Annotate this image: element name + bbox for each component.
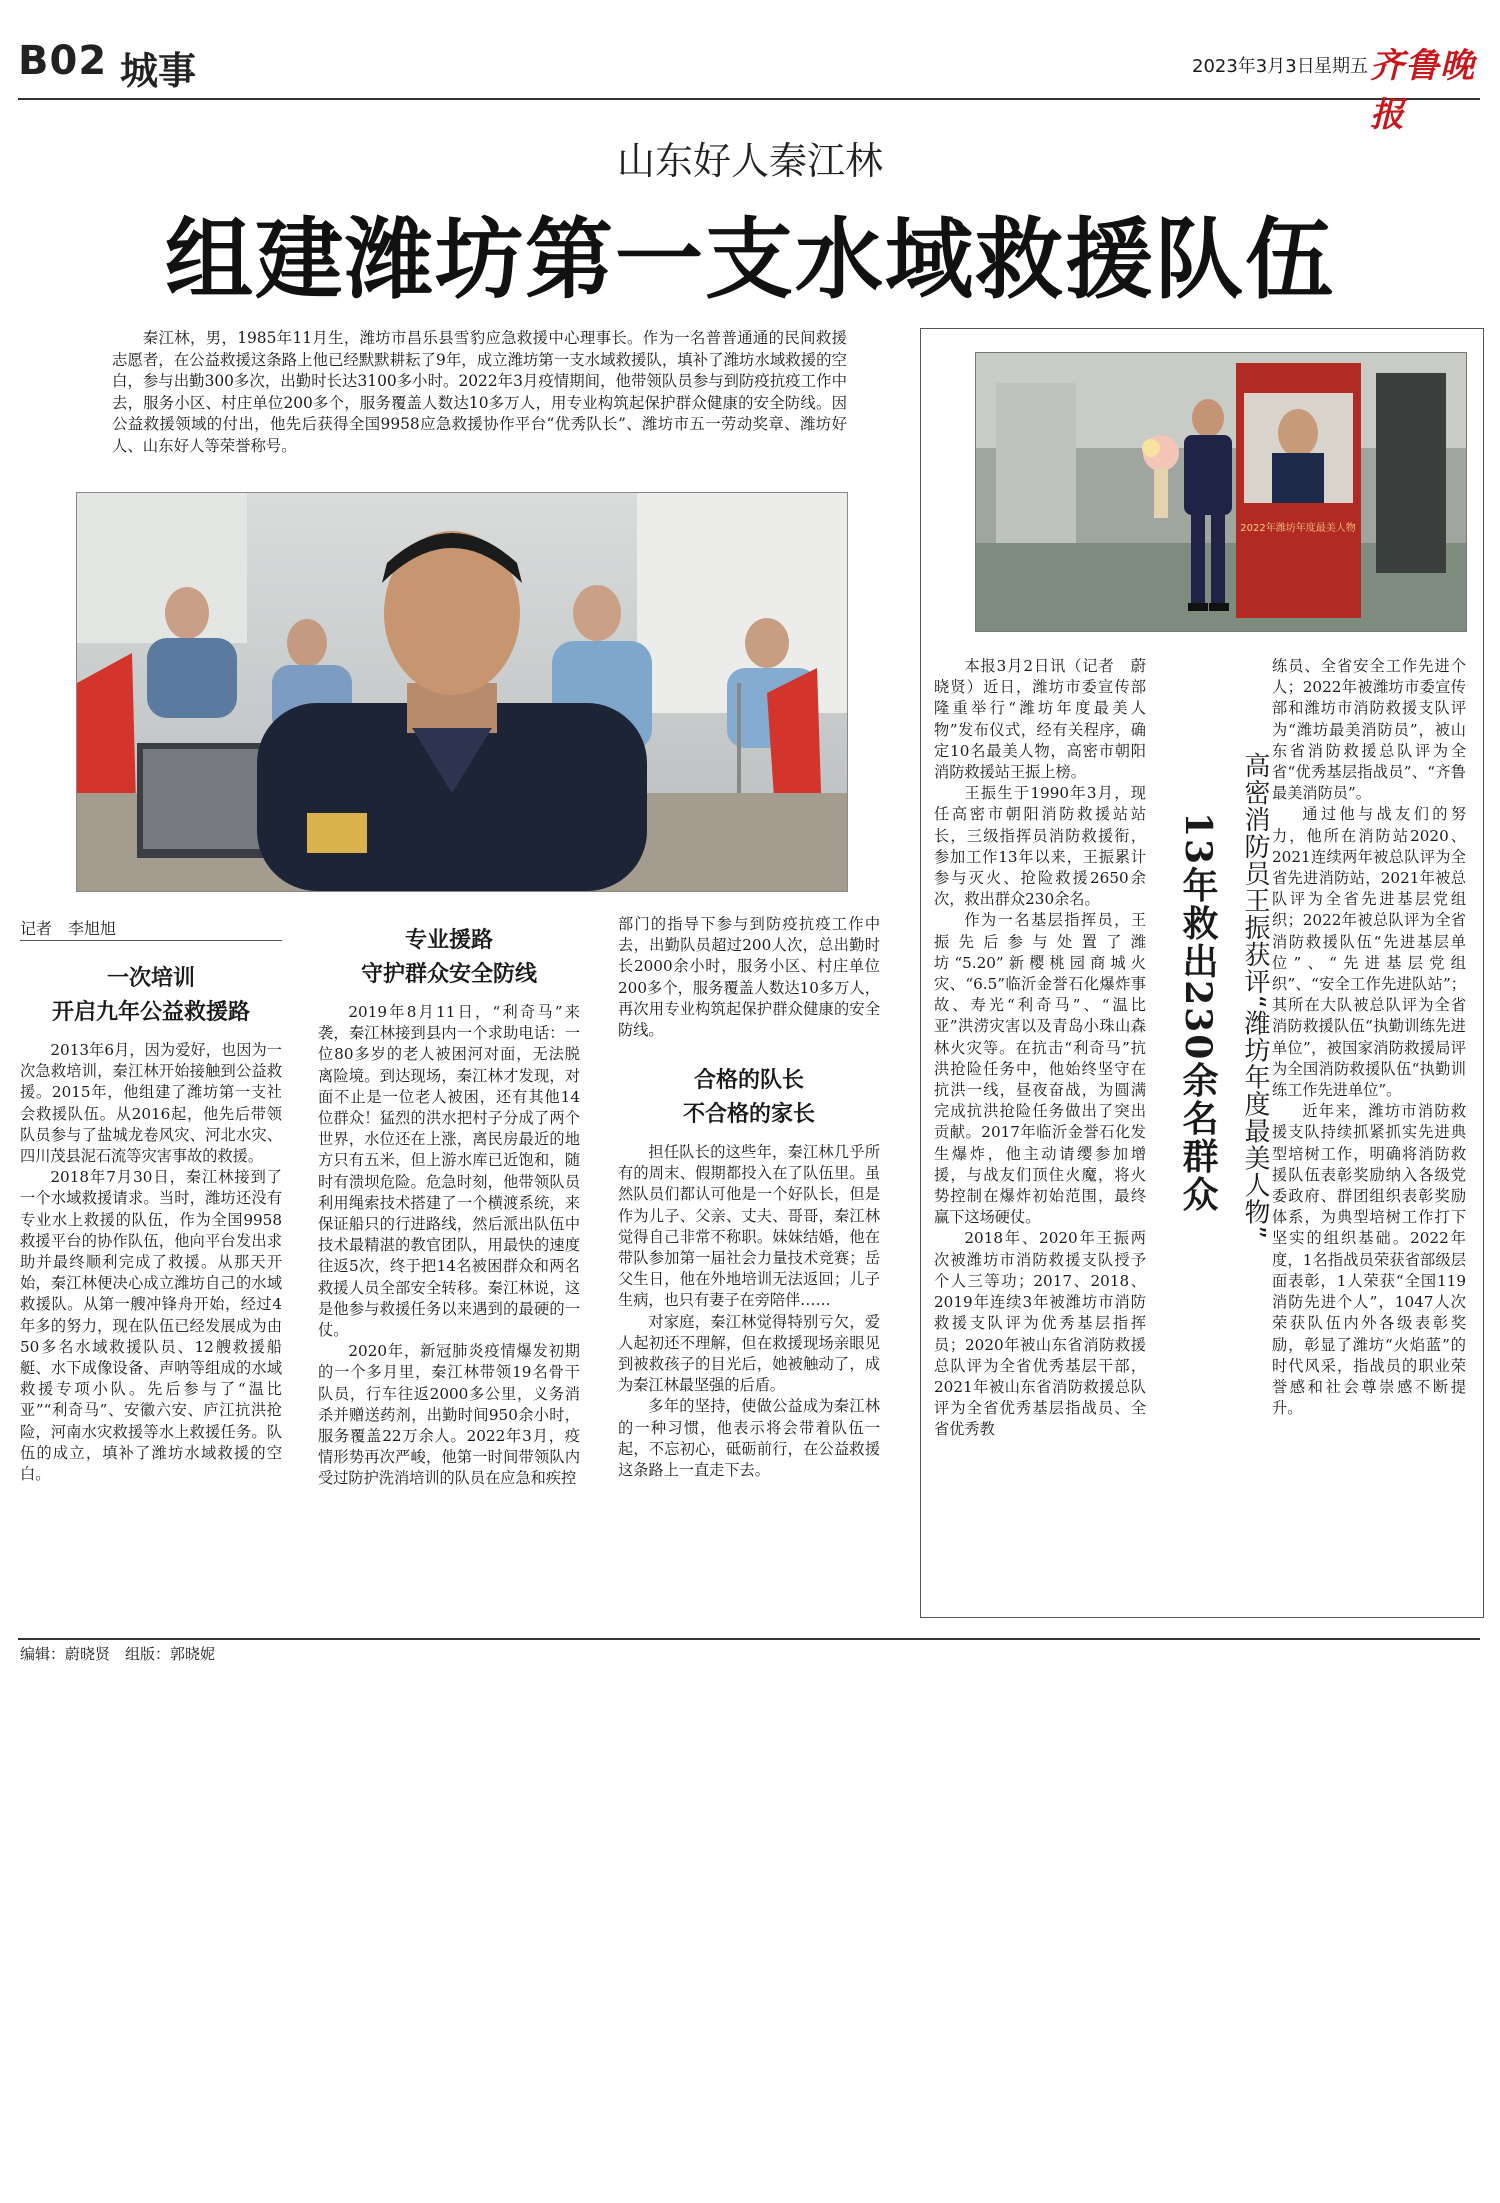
section-heading (20, 962, 282, 1030)
section-heading-line-1: 一次培训 (106, 966, 195, 991)
section-heading (318, 924, 580, 992)
article-kicker: 山东好人秦江林 (616, 139, 883, 183)
issue-date: 2023年3月3日 (1192, 56, 1315, 77)
paragraph: 2018年、2020年王振两次被潍坊市消防救援支队授予个人三等功；2017、2018、2019年连续3年被潍坊市消防救援支队评为优秀基层指挥员；2020年被山东省消防救援总队评为全省优秀基层干部，2021年被山东省消防救援总队评为全省优秀基层指战员、全省优秀教 (934, 1229, 1146, 1439)
section-heading-line-1: 专业援路 (404, 928, 493, 953)
byline: 记者 李旭旭 (20, 919, 117, 938)
paragraph: 本报3月2日讯（记者 蔚晓贤）近日，潍坊市委宣传部隆重举行“潍坊年度最美人物”发布仪式，经有关程序，确定10名最美人物，高密市朝阳消防救援站王振上榜。 (934, 657, 1146, 782)
paragraph: 多年的坚持，使做公益成为秦江林的一种习惯，他表示将会带着队伍一起，不忘初心，砥砺前行，在公益救援这条路上一直走下去。 (618, 1397, 880, 1480)
paragraph: 2018年7月30日，秦江林接到了一个水域救援请求。当时，潍坊还没有专业水上救援的队伍，作为全国9958救援平台的协作队伍，他向平台发出求助并最终顺利完成了救援。从那天开始，秦江林便决心成立潍坊自己的水域救援队。从第一艘冲锋舟开始，经过4年多的努力，现在队伍已经发展成为由50多名水域救援队员、12艘救援船艇、水下成像设备、声呐等组成的水域救援专项小队。先后参与了“温比亚”“利奇马”、安徽六安、庐江抗洪抢险，河南水灾救援等水上救援任务。队伍的成立，填补了潍坊水域救援的空白。 (20, 1168, 282, 1484)
paragraph: 练员、全省安全工作先进个人；2022年被潍坊市委宣传部和潍坊市消防救援支队评为“潍坊最美消防员”，被山东省消防救援总队评为全省“优秀基层指战员”、“齐鲁最美消防员”。 (1272, 657, 1466, 803)
paragraph: 王振生于1990年3月，现任高密市朝阳消防救援站站长，三级指挥员消防救援衔，参加工作13年以来，王振累计参与灭火、抢险救援2650余次，救出群众230余名。 (934, 784, 1146, 909)
sidebar-headline: 13年救出230余名群众 (1177, 812, 1219, 1214)
paragraph: 通过他与战友们的努力，他所在消防站2020、2021连续两年被总队评为全省先进消防站，2021年被总队评为全省先进基层党组织；2022年被总队评为全省消防救援队伍“先进基层单位”、“先进基层党组织”、“安全工作先进队站”；其所在大队被总队评为全省消防救援队伍“执勤训练先进单位”，被国家消防救援局评为全国消防救援队伍“执勤训练工作先进单位”。 (1272, 805, 1466, 1100)
section-heading-line-1: 合格的队长 (693, 1068, 804, 1093)
section-heading-line-2: 开启九年公益救援路 (51, 1000, 250, 1025)
paragraph: 2013年6月，因为爱好，也因为一次急救培训，秦江林开始接触到公益救援。2015年，他组建了潍坊第一支社会救援队伍。从2016起，他先后带领队员参与了盐城龙卷风灾、河北水灾、四川茂县泥石流等灾害事故的救援。 (20, 1041, 282, 1166)
sidebar-column-1 (934, 656, 1146, 1441)
editor-credits: 编辑：蔚晓贤 组版：郭晓妮 (20, 1645, 216, 1663)
footer-rule (18, 1638, 1480, 1640)
poster-caption: 2022年潍坊年度最美人物 (1240, 523, 1356, 534)
page-code: B02 (18, 38, 108, 84)
article-headline: 组建潍坊第一支水域救援队伍 (164, 207, 1335, 311)
paragraph: 近年来，潍坊市消防救援支队持续抓紧抓实先进典型培树工作，明确将消防救援队伍表彰奖励纳入各级党委政府、群团组织表彰奖励体系，为典型培树工作打下坚实的组织基础。2022年度，1名指战员荣获省部级层面表彰，1人荣获“全国119消防先进个人”，1047人次荣获队伍内外各级表彰奖励，彰显了潍坊“火焰蓝”的时代风采，指战员的职业荣誉感和社会尊崇感不断提升。 (1272, 1102, 1466, 1418)
section-heading (618, 1064, 880, 1132)
section-name: 城事 (120, 49, 197, 93)
sidebar-subheadline: 高密消防员王振获评“潍坊年度最美人物” (1240, 752, 1270, 1240)
newspaper-masthead-logo: 齐鲁晚报 (1370, 46, 1475, 135)
paragraph: 担任队长的这些年，秦江林几乎所有的周末、假期都投入在了队伍里。虽然队员们都认可他是一个好队长，但是作为儿子、父亲、丈夫、哥哥，秦江林觉得自己非常不称职。妹妹结婚，他在带队参加第一届社会力量技术竞赛；岳父生日，他在外地培训无法返回；儿子生病，也只有妻子在旁陪伴…… (618, 1143, 880, 1310)
paragraph: 作为一名基层指挥员，王振先后参与处置了潍坊“5.20”新樱桃园商城火灾、“6.5”临沂金誉石化爆炸事故、寿光“利奇马”、“温比亚”洪涝灾害以及青岛小珠山森林火灾等。在抗击“利奇马”抗洪抢险任务中，他始终坚守在抗洪一线，昼夜奋战，为圆满完成抗洪抢险任务做出了突出贡献。2017年临沂金誉石化发生爆炸，他主动请缨参加增援，与战友们顶住火魔，将火势控制在爆炸初始范围，最终赢下这场硬仗。 (934, 911, 1146, 1227)
paragraph: 2019年8月11日，“利奇马”来袭，秦江林接到县内一个求助电话：一位80多岁的老人被困河对面，无法脱离险境。到达现场，秦江林才发现，对面不止是一位老人被困，还有其他14位群众！猛烈的洪水把村子分成了两个世界，水位还在上涨，离民房最近的地方只有五米，但上游水库已近饱和，随时有溃坝危险。危急时刻，他带领队员利用绳索技术搭建了一个横渡系统，来保证船只的行进路线，然后派出队伍中技术最精湛的教官团队，用最快的速度往返5次，终于把14名被困群众和两名救援人员全部安全转移。秦江林说，这是他参与救援任务以来遇到的最硬的一仗。 (318, 1003, 580, 1340)
issue-weekday: 星期五 (1314, 56, 1368, 77)
page-header (18, 38, 1480, 135)
portrait-photo-desk (76, 492, 848, 892)
paragraph: 2020年，新冠肺炎疫情爆发初期的一个多月里，秦江林带领19名骨干队员，行车往返2000多公里，义务消杀并赠送药剂，出勤时间950余小时，服务覆盖22万余人。2022年3月，疫情形势再次严峻，他第一时间带领队内受过防护洗消培训的队员在应急和疾控 (318, 1342, 580, 1488)
section-heading-line-2: 守护群众安全防线 (360, 962, 537, 987)
article-lede: 秦江林，男，1985年11月生，潍坊市昌乐县雪豹应急救援中心理事长。作为一名普普通通的民间救援志愿者，在公益救援这条路上他已经默默耕耘了9年，成立潍坊第一支水域救援队，填补了潍坊水域救援的空白，参与出勤300多次，出勤时长达3100多小时。2022年3月疫情期间，他带领队员参与到防疫抗疫工作中去，服务小区、村庄单位200多个，服务覆盖人数达10多万人，用专业构筑起保护群众健康的安全防线。因公益救援领域的付出，他先后获得全国9958应急救援协作平台“优秀队长”、潍坊市五一劳动奖章、潍坊好人、山东好人等荣誉称号。 (112, 329, 847, 455)
paragraph: 部门的指导下参与到防疫抗疫工作中去，出勤队员超过200人次，总出勤时长2000余小时，服务小区、村庄单位200多个，服务覆盖人数达10多万人，再次用专业构筑起保护群众健康的安全防线。 (618, 915, 880, 1040)
article-column-3-continuation (618, 914, 880, 1041)
sidebar-column-2 (1272, 656, 1466, 1419)
article-column-2 (318, 1002, 580, 1490)
article-column-1 (20, 1040, 282, 1485)
byline-rule (20, 940, 282, 941)
award-photo (975, 352, 1467, 632)
paragraph: 对家庭，秦江林觉得特别亏欠，爱人起初还不理解，但在救援现场亲眼见到被救孩子的目光后，她被触动了，成为秦江林最坚强的后盾。 (618, 1312, 880, 1395)
section-heading-line-2: 不合格的家长 (682, 1102, 815, 1127)
article-column-3 (618, 1142, 880, 1481)
